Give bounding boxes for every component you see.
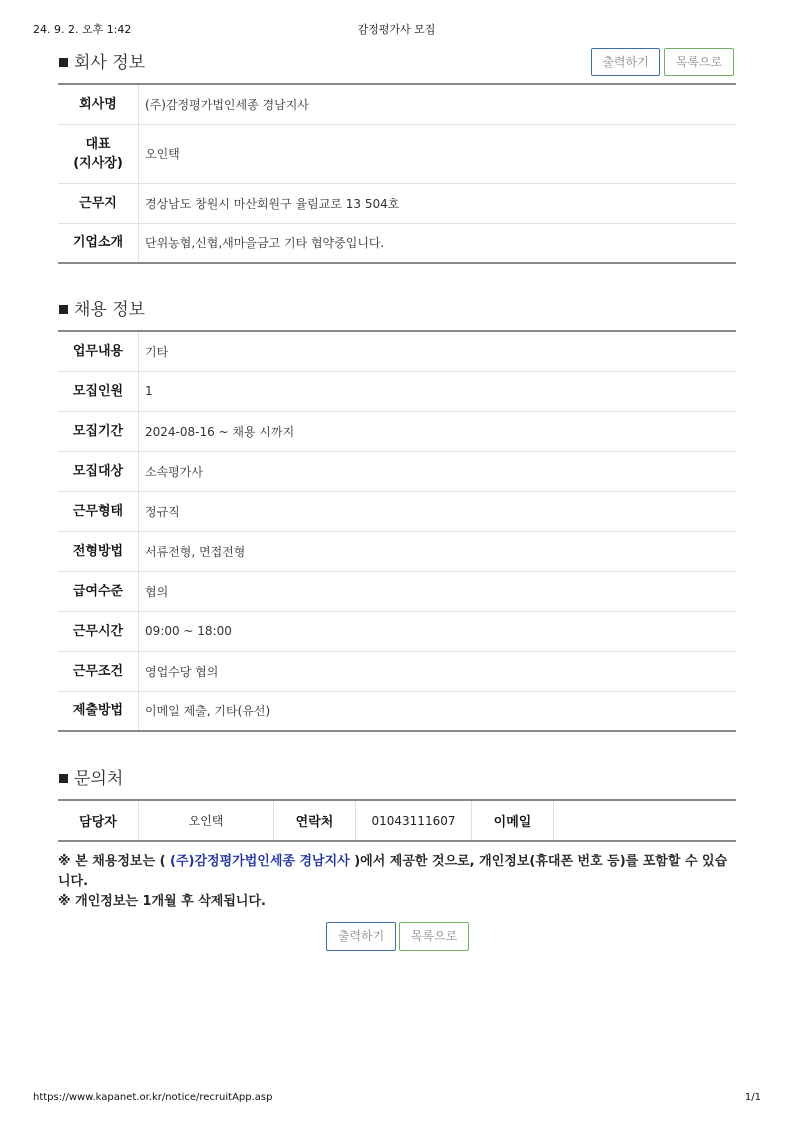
table-row [58,451,736,491]
workplace-label: 근무지 [58,183,139,223]
square-bullet-icon [59,305,68,314]
table-row [58,84,736,124]
submission-method-label: 제출방법 [58,691,139,731]
table-row [58,411,736,451]
period-value: 2024-08-16 ~ 채용 시까지 [139,411,737,451]
table-row [58,611,736,651]
work-conditions-label: 근무조건 [58,651,139,691]
contact-section-title-text: 문의처 [74,769,124,789]
privacy-notice [58,852,738,912]
company-name-value: (주)감정평가법인세종 경남지사 [139,84,737,124]
company-info-table [58,83,736,264]
table-row [58,223,736,263]
table-row [58,183,736,223]
selection-method-value: 서류전형, 면접전형 [139,531,737,571]
contact-table [58,799,736,842]
notice-company-name: (주)감정평가법인세종 경남지사 [170,854,350,869]
print-url: https://www.kapanet.or.kr/notice/recruitApp.asp [33,1092,273,1103]
employment-type-label: 근무형태 [58,491,139,531]
print-datetime: 24. 9. 2. 오후 1:42 [33,23,132,36]
square-bullet-icon [59,58,68,67]
phone-label: 연락처 [274,800,356,841]
company-intro-label: 기업소개 [58,223,139,263]
representative-value: 오인택 [139,124,737,183]
employment-type-value: 정규직 [139,491,737,531]
table-row [58,491,736,531]
job-content-value: 기타 [139,331,737,371]
representative-label [58,124,139,183]
period-label: 모집기간 [58,411,139,451]
print-page-number: 1/1 [744,1092,761,1103]
notice-prefix: ※ 본 채용정보는 ( [58,854,171,869]
print-page-title: 감정평가사 모집 [357,23,436,36]
recruit-info-table [58,330,736,732]
table-row [58,691,736,731]
manager-label: 담당자 [58,800,139,841]
table-row [58,124,736,183]
print-button-bottom[interactable]: 출력하기 [326,922,396,951]
company-section-title-text: 회사 정보 [74,53,146,73]
print-button-top[interactable]: 출력하기 [591,48,660,76]
recruit-section-title [59,295,145,320]
work-conditions-value: 영업수당 협의 [139,651,737,691]
privacy-notice-line1 [58,852,738,892]
phone-value: 01043111607 [356,800,472,841]
table-row [58,331,736,371]
job-content-label: 업무내용 [58,331,139,371]
table-row [58,651,736,691]
recruit-section-title-text: 채용 정보 [74,300,146,320]
company-section-title [59,48,145,73]
submission-method-value: 이메일 제출, 기타(유선) [145,704,271,719]
work-hours-value: 09:00 ~ 18:00 [139,611,737,651]
salary-label: 급여수준 [58,571,139,611]
company-intro-value: 단위농협,신협,새마을금고 기타 협약중입니다. [145,236,385,251]
workplace-value: 경상남도 창원시 마산회원구 율림교로 13 504호 [139,183,737,223]
target-label: 모집대상 [58,451,139,491]
square-bullet-icon [59,774,68,783]
contact-section-title [59,764,123,789]
notice-suffix: )에서 제공한 것으로, 개인정보(휴대폰 번호 등)를 포함할 수 있습니다. [58,854,728,889]
representative-label-line1: 대표 [85,136,111,152]
representative-label-line2: (지사장) [73,155,123,171]
table-row [58,531,736,571]
selection-method-label: 전형방법 [58,531,139,571]
work-hours-label: 근무시간 [58,611,139,651]
email-label: 이메일 [472,800,554,841]
table-row [58,371,736,411]
headcount-label: 모집인원 [58,371,139,411]
email-value [554,800,737,841]
headcount-value: 1 [139,371,737,411]
list-button-top[interactable]: 목록으로 [664,48,734,76]
salary-value: 협의 [139,571,737,611]
company-name-label: 회사명 [58,84,139,124]
table-row [58,800,736,841]
privacy-notice-line2: ※ 개인정보는 1개월 후 삭제됩니다. [58,894,266,909]
target-value: 소속평가사 [139,451,737,491]
list-button-bottom[interactable]: 목록으로 [399,922,469,951]
table-row [58,571,736,611]
manager-value: 오인택 [139,800,274,841]
